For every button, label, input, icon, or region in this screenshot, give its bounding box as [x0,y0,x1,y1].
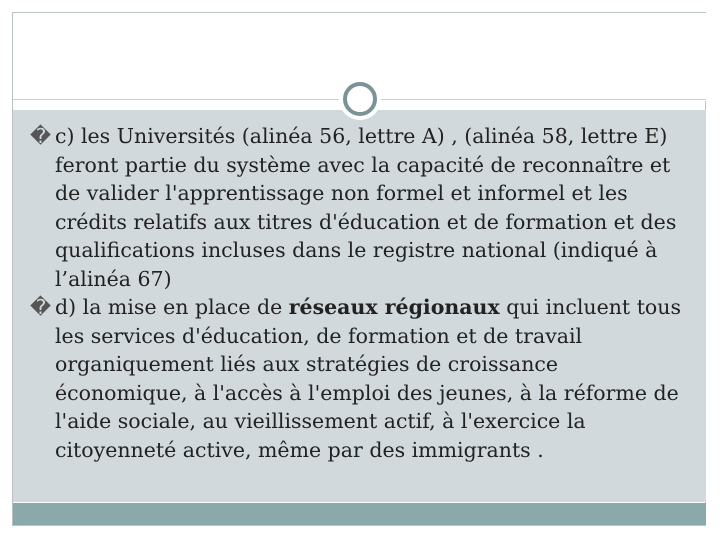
paragraph-d-text-before: d) la mise en place de [55,295,289,319]
ring-icon [343,82,377,116]
footer-bar [13,503,706,525]
paragraph-d [30,293,692,464]
circle-ornament-icon [339,78,381,120]
paragraph-d-bold-term: réseaux régionaux [288,295,500,319]
paragraph-d-text-after: qui incluent tous les services d'éducation, de formation et de travail organiquement liés aux stratégies de croissance économique, à l'accès à l'emploi des jeunes, à la réforme de l'aide sociale, au vieillissement actif, à l'exercice la citoyenneté active, même par des immigrants . [55,295,681,462]
paragraph-c [30,122,692,293]
header-divider-right [381,99,706,100]
bullet-icon: � [30,295,52,319]
paragraph-c-text: c) les Universités (alinéa 56, lettre A) , (alinéa 58, lettre E) feront partie du système avec la capacité de reconnaître et de valider l'apprentissage non formel et informel et les crédits relatifs aux titres d'éducation et de formation et des qualifications incluses dans le registre national (indiqué à l’alinéa 67) [55,124,677,291]
text-body [30,122,692,464]
bullet-icon: � [30,124,52,148]
header-divider-left [13,99,339,100]
